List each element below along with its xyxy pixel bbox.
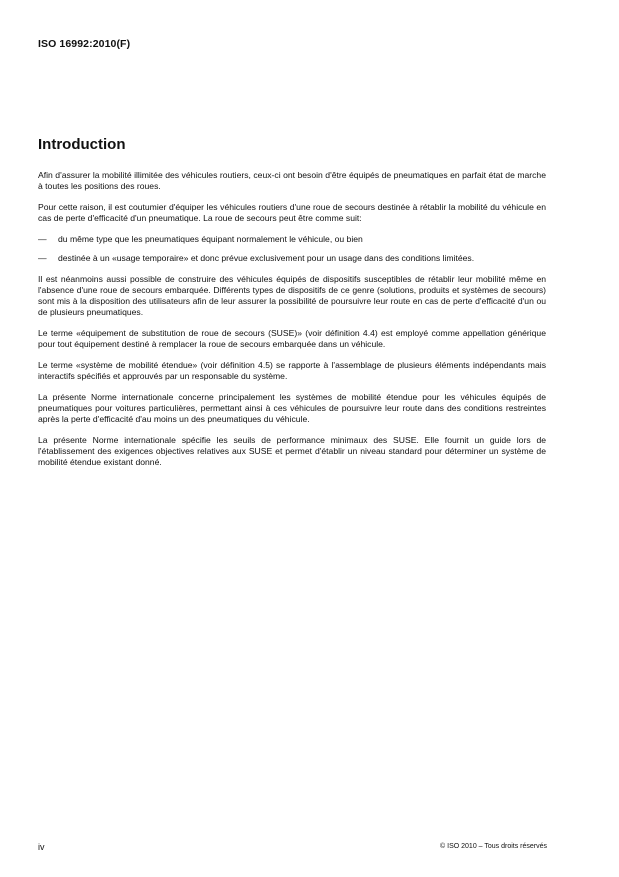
paragraph: La présente Norme internationale concerne principalement les systèmes de mobilité étendue pour les véhicules équipés de pneumatiques pour voitures particulières, permettant ainsi à ces véhicules de poursuivre leur route dans des conditions restreintes après la perte d'efficacité d'au moins un des pneumatiques du véhicule. [38,392,546,424]
paragraph: Le terme «système de mobilité étendue» (voir définition 4.5) se rapporte à l'assemblage de plusieurs éléments indépendants mais interactifs spécifiés et approuvés par un responsable du système. [38,360,546,381]
paragraph: Il est néanmoins aussi possible de construire des véhicules équipés de dispositifs susceptibles de rétablir leur mobilité même en l'absence d'une roue de secours embarquée. Différents types de dispositifs de ce genre (solutions, produits et systèmes de secours) sont mis à la disposition des utilisateurs afin de leur assurer la possibilité de poursuivre leur route en cas de perte d'efficacité d'un ou de plusieurs pneumatiques. [38,274,546,317]
body-text [38,170,546,478]
dash-bullet: — [38,253,47,263]
paragraph: La présente Norme internationale spécifie les seuils de performance minimaux des SUSE. Elle fournit un guide lors de l'établissement des exigences objectives relatives aux SUSE et permet d'établir un niveau standard pour déterminer un système de mobilité étendue existant donné. [38,435,546,467]
paragraph: Le terme «équipement de substitution de roue de secours (SUSE)» (voir définition 4.4) est employé comme appellation générique pour tout équipement destiné à remplacer la roue de secours embarquée dans un véhicule. [38,328,546,349]
copyright-notice: © ISO 2010 – Tous droits réservés [440,843,547,850]
dash-list [38,234,546,264]
page-title: Introduction [38,136,126,153]
list-item [38,253,546,264]
page-number: iv [38,842,45,852]
paragraph: Afin d'assurer la mobilité illimitée des véhicules routiers, ceux-ci ont besoin d'être équipés de pneumatiques en parfait état de marche à toutes les positions des roues. [38,170,546,191]
document-id: ISO 16992:2010(F) [38,38,131,50]
paragraph: Pour cette raison, il est coutumier d'équiper les véhicules routiers d'une roue de secours destinée à rétablir la mobilité du véhicule en cas de perte d'efficacité d'un pneumatique. La roue de secours peut être comme suit: [38,202,546,223]
dash-bullet: — [38,234,47,244]
list-item [38,234,546,245]
list-item-text: du même type que les pneumatiques équipant normalement le véhicule, ou bien [58,234,363,244]
list-item-text: destinée à un «usage temporaire» et donc prévue exclusivement pour un usage dans des conditions limitées. [58,253,475,263]
